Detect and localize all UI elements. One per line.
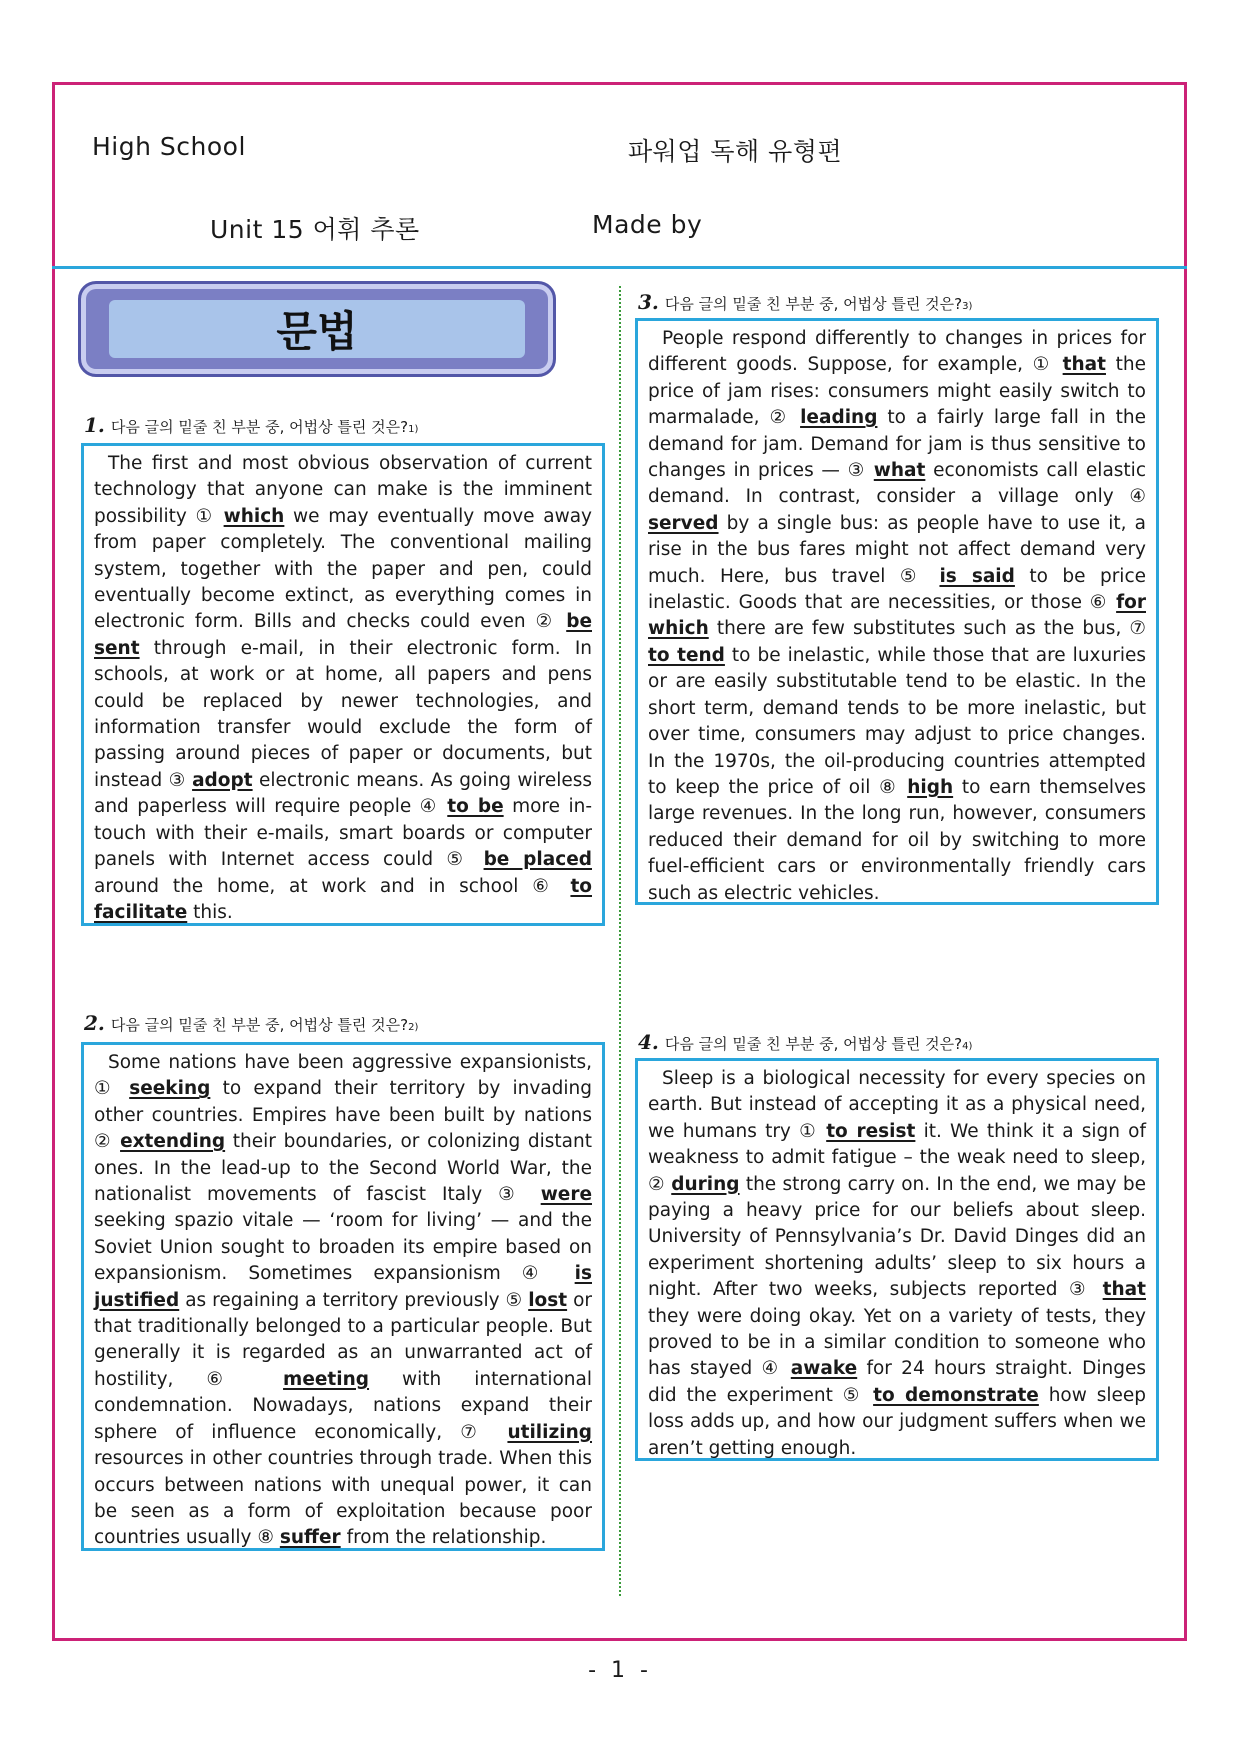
question-2-header: [84, 1011, 418, 1035]
passage-text: how sleep loss adds up, and how our judgment suffers when we aren’t getting enough.: [648, 1384, 1146, 1459]
question-1-passage-box: [81, 443, 605, 926]
unit-title: Unit 15 어휘 추론: [210, 215, 420, 244]
passage-text: economists call elastic demand. In contrast, consider a village only ④: [648, 460, 1146, 508]
passage-text: there are few substitutes such as the bus, ⑦: [708, 618, 1146, 640]
passage-text: this.: [187, 901, 233, 923]
footnote-marker: 2): [408, 1022, 419, 1033]
passage-text: through e-mail, in their electronic form. In schools, at work or at home, all papers and pens could be replaced by newer technologies, and information transfer would exclude the form of passing around pieces of paper or documents, but instead ③: [94, 637, 592, 791]
question-1-header: [84, 413, 418, 437]
underlined-choice: adopt: [192, 769, 253, 791]
header-divider: [52, 266, 1187, 269]
passage-text: to be inelastic, while those that are luxuries or are easily substitutable tend to be elastic. In the short term, demand tends to be more inelastic, but over time, consumers may adjust to price changes. In the 1970s, the oil-producing countries attempted to keep the price of oil ⑧: [648, 644, 1146, 798]
footnote-marker: 4): [962, 1041, 973, 1052]
underlined-choice: what: [873, 460, 926, 482]
question-number: 1.: [84, 413, 105, 437]
passage-text: or that traditionally belonged to a particular people. But generally it is regarded as an unwarranted act of hostility, ⑥: [94, 1289, 592, 1390]
underlined-choice: high: [907, 776, 954, 798]
underlined-choice: is said: [939, 565, 1015, 587]
question-4-header: [638, 1030, 972, 1054]
question-prompt: 다음 글의 밑줄 친 부분 중, 어법상 틀린 것은?: [110, 418, 409, 436]
passage-text: seeking spazio vitale — ‘room for living’ — and the Soviet Union sought to broaden its empire based on expansionism. Sometimes expansionism ④: [94, 1210, 592, 1285]
question-4-passage-box: [635, 1058, 1159, 1461]
question-prompt: 다음 글의 밑줄 친 부분 중, 어법상 틀린 것은?: [110, 1016, 409, 1034]
passage-text: resources in other countries through trade. When this occurs between nations with unequal power, it can be seen as a form of exploitation because poor countries usually ⑧: [94, 1448, 592, 1549]
passage-text: their boundaries, or colonizing distant ones. In the lead-up to the Second World War, the nationalist movements of fascist Italy ③: [94, 1131, 592, 1206]
passage-text: for 24 hours straight. Dinges did the experiment ⑤: [648, 1358, 1146, 1406]
passage-text: from the relationship.: [340, 1527, 547, 1549]
underlined-choice: to be: [447, 796, 504, 818]
question-prompt: 다음 글의 밑줄 친 부분 중, 어법상 틀린 것은?: [664, 295, 963, 313]
passage-text: more in-touch with their e-mails, smart boards or computer panels with Internet access could ⑤: [94, 796, 592, 871]
underlined-choice: to facilitate: [94, 875, 592, 923]
question-3-header: [638, 290, 972, 314]
question-number: 4.: [638, 1030, 659, 1054]
underlined-choice: seeking: [129, 1078, 211, 1100]
question-2-passage: [94, 1050, 592, 1552]
underlined-choice: that: [1102, 1279, 1146, 1301]
question-3-passage-box: [635, 318, 1159, 905]
underlined-choice: suffer: [279, 1527, 341, 1549]
underlined-choice: to tend: [648, 644, 725, 666]
passage-text: The first and most obvious observation of current technology that anyone can make is the imminent possibility ①: [94, 453, 592, 527]
passage-text: to a fairly large fall in the demand for jam. Demand for jam is thus sensitive to changes in prices — ③: [648, 407, 1147, 482]
underlined-choice: is justified: [94, 1263, 592, 1311]
passage-text: the price of jam rises: consumers might easily switch to marmalade, ②: [648, 354, 1147, 429]
underlined-choice: to demonstrate: [873, 1384, 1039, 1406]
made-by-label: Made by: [592, 210, 703, 239]
passage-text: around the home, at work and in school ⑥: [94, 875, 571, 897]
question-number: 3.: [638, 290, 659, 314]
school-label: High School: [92, 132, 246, 161]
book-title: 파워업 독해 유형편: [628, 137, 843, 166]
passage-text: to earn themselves large revenues. In the long run, however, consumers reduced their demand for oil by switching to more fuel-efficient cars or environmentally friendly cars such as electric vehicles.: [648, 776, 1146, 904]
column-divider: [619, 286, 621, 1596]
underlined-choice: during: [671, 1173, 740, 1195]
page-number: - 1 -: [588, 1658, 652, 1683]
underlined-choice: extending: [120, 1131, 226, 1153]
question-3-passage: [648, 326, 1146, 907]
passage-text: with international condemnation. Nowadays, nations expand their sphere of influence economically, ⑦: [94, 1368, 592, 1443]
question-4-passage: [648, 1066, 1146, 1462]
underlined-choice: be placed: [483, 849, 592, 871]
underlined-choice: for which: [648, 592, 1146, 640]
passage-text: People respond differently to changes in prices for different goods. Suppose, for example, ①: [648, 328, 1146, 376]
underlined-choice: were: [540, 1184, 592, 1206]
passage-text: the strong carry on. In the end, we may be paying a heavy price for our beliefs about sleep. University of Pennsylvania’s Dr. David Dinges did an experiment shortening adults’ sleep to six hours a night. After two weeks, subjects reported ③: [648, 1173, 1146, 1301]
footnote-marker: 1): [408, 424, 419, 435]
passage-text: to be price inelastic. Goods that are necessities, or those ⑥: [648, 565, 1146, 614]
passage-text: as regaining a territory previously ⑤: [179, 1289, 529, 1311]
underlined-choice: leading: [800, 407, 878, 429]
question-prompt: 다음 글의 밑줄 친 부분 중, 어법상 틀린 것은?: [664, 1035, 963, 1053]
question-number: 2.: [84, 1011, 105, 1035]
underlined-choice: utilizing: [507, 1421, 592, 1443]
underlined-choice: meeting: [283, 1368, 370, 1390]
underlined-choice: served: [648, 512, 719, 534]
question-1-passage: [94, 451, 592, 926]
underlined-choice: be sent: [94, 611, 592, 659]
underlined-choice: lost: [528, 1289, 568, 1311]
section-title-badge: [78, 281, 556, 377]
footnote-marker: 3): [962, 301, 973, 312]
passage-text: to expand their territory by invading other countries. Empires have been built by nations ②: [94, 1078, 593, 1153]
underlined-choice: that: [1062, 354, 1106, 376]
underlined-choice: to resist: [826, 1120, 916, 1142]
question-2-passage-box: [81, 1042, 605, 1551]
section-title: 문법: [109, 300, 525, 358]
passage-text: Some nations have been aggressive expansionists, ①: [94, 1052, 592, 1100]
passage-text: they were doing okay. Yet on a variety of tests, they proved to be in a similar condition to someone who has stayed ④: [648, 1305, 1146, 1380]
underlined-choice: which: [223, 505, 285, 527]
passage-text: electronic means. As going wireless and paperless will require people ④: [94, 769, 592, 818]
passage-text: we may eventually move away from paper completely. The conventional mailing system, together with the paper and pen, could eventually become extinct, as everything comes in electronic form. Bills and checks could even ②: [94, 505, 592, 633]
passage-text: it. We think it a sign of weakness to admit fatigue – the weak need to sleep, ②: [648, 1120, 1146, 1195]
passage-text: by a single bus: as people have to use it, a rise in the bus fares might not affect demand very much. Here, bus travel ⑤: [648, 512, 1146, 587]
passage-text: Sleep is a biological necessity for every species on earth. But instead of accepting it as a physical need, we humans try ①: [648, 1068, 1146, 1142]
underlined-choice: awake: [790, 1358, 858, 1380]
